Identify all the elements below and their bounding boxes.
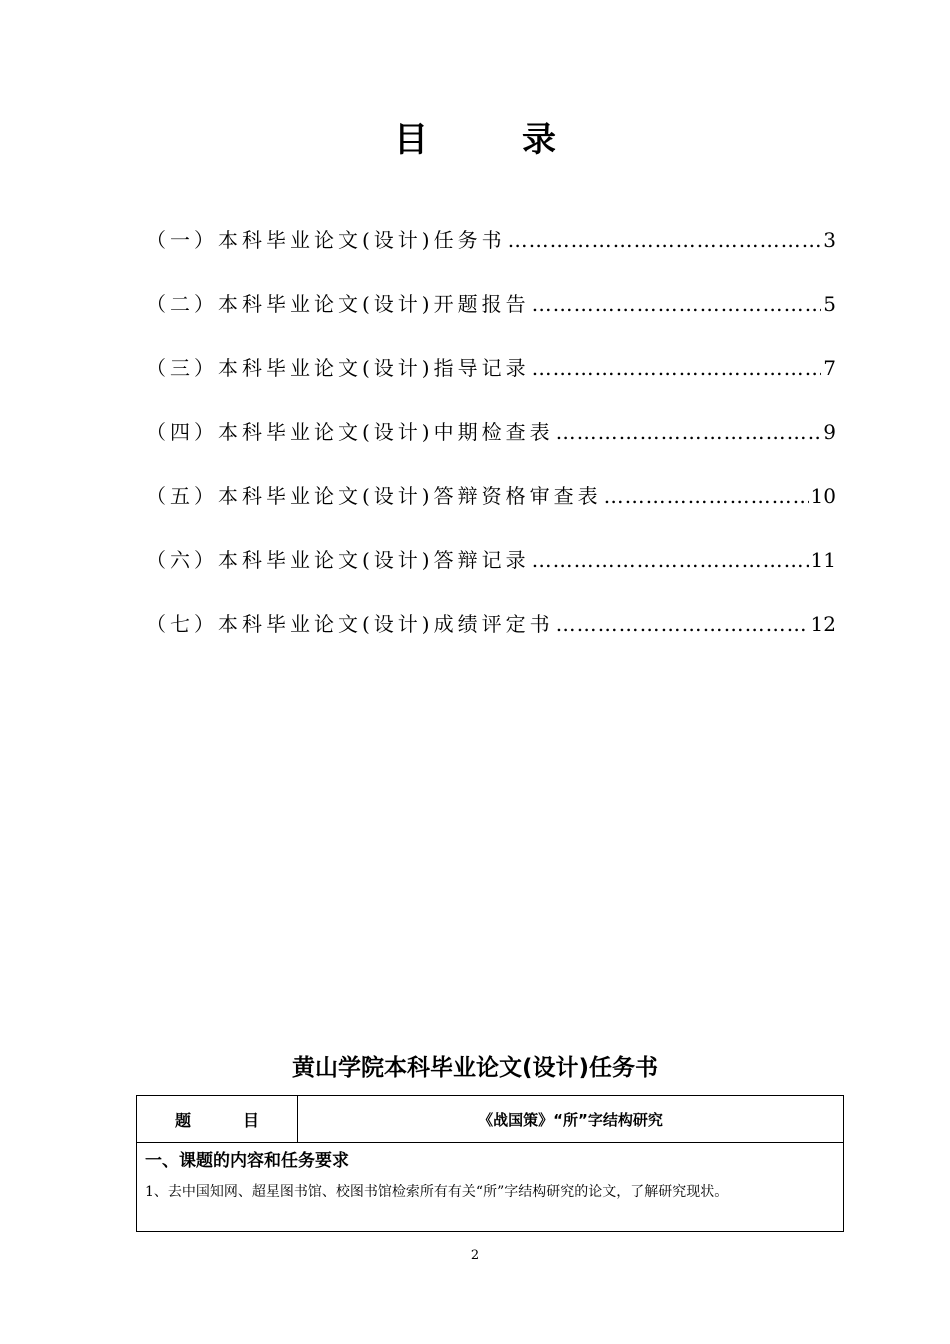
toc-list bbox=[146, 222, 836, 670]
toc-item-page: 3 bbox=[823, 228, 836, 252]
toc-leader-dots bbox=[532, 286, 822, 322]
task-content-section bbox=[137, 1143, 843, 1231]
toc-leader-dots bbox=[556, 414, 822, 450]
topic-value: 《战国策》“所”字结构研究 bbox=[478, 1110, 663, 1129]
section-heading: 一、课题的内容和任务要求 bbox=[145, 1151, 349, 1171]
toc-item-page: 11 bbox=[810, 548, 836, 572]
toc-item-page: 12 bbox=[810, 612, 836, 636]
toc-item-label: （七）本科毕业论文(设计)成绩评定书 bbox=[146, 612, 554, 636]
toc-title: 目 录 bbox=[394, 120, 586, 160]
topic-row bbox=[137, 1096, 843, 1143]
toc-item-page: 10 bbox=[810, 484, 836, 508]
toc-leader-dots bbox=[508, 222, 822, 258]
toc-item[interactable] bbox=[146, 542, 836, 606]
topic-label: 题 目 bbox=[137, 1096, 298, 1142]
toc-leader-dots bbox=[604, 478, 809, 514]
toc-item[interactable] bbox=[146, 606, 836, 670]
toc-leader-dots bbox=[532, 542, 809, 578]
toc-item-label: （五）本科毕业论文(设计)答辩资格审查表 bbox=[146, 484, 602, 508]
toc-item-page: 5 bbox=[823, 292, 836, 316]
toc-leader-dots bbox=[556, 606, 809, 642]
toc-leader-dots bbox=[532, 350, 822, 386]
toc-item[interactable] bbox=[146, 286, 836, 350]
page-number: 2 bbox=[470, 1248, 480, 1263]
toc-item-label: （六）本科毕业论文(设计)答辩记录 bbox=[146, 548, 530, 572]
toc-item[interactable] bbox=[146, 350, 836, 414]
section-text: 1、去中国知网、超星图书馆、校图书馆检索所有有关“所”字结构研究的论文，了解研究现状。 bbox=[145, 1184, 729, 1200]
toc-item-page: 9 bbox=[823, 420, 836, 444]
toc-item-label: （一）本科毕业论文(设计)任务书 bbox=[146, 228, 506, 252]
task-book-table bbox=[136, 1095, 844, 1232]
toc-item-page: 7 bbox=[823, 356, 836, 380]
toc-item[interactable] bbox=[146, 414, 836, 478]
toc-item-label: （四）本科毕业论文(设计)中期检查表 bbox=[146, 420, 554, 444]
toc-item[interactable] bbox=[146, 222, 836, 286]
toc-item[interactable] bbox=[146, 478, 836, 542]
task-book-title: 黄山学院本科毕业论文(设计)任务书 bbox=[291, 1055, 659, 1081]
toc-item-label: （三）本科毕业论文(设计)指导记录 bbox=[146, 356, 530, 380]
toc-item-label: （二）本科毕业论文(设计)开题报告 bbox=[146, 292, 530, 316]
